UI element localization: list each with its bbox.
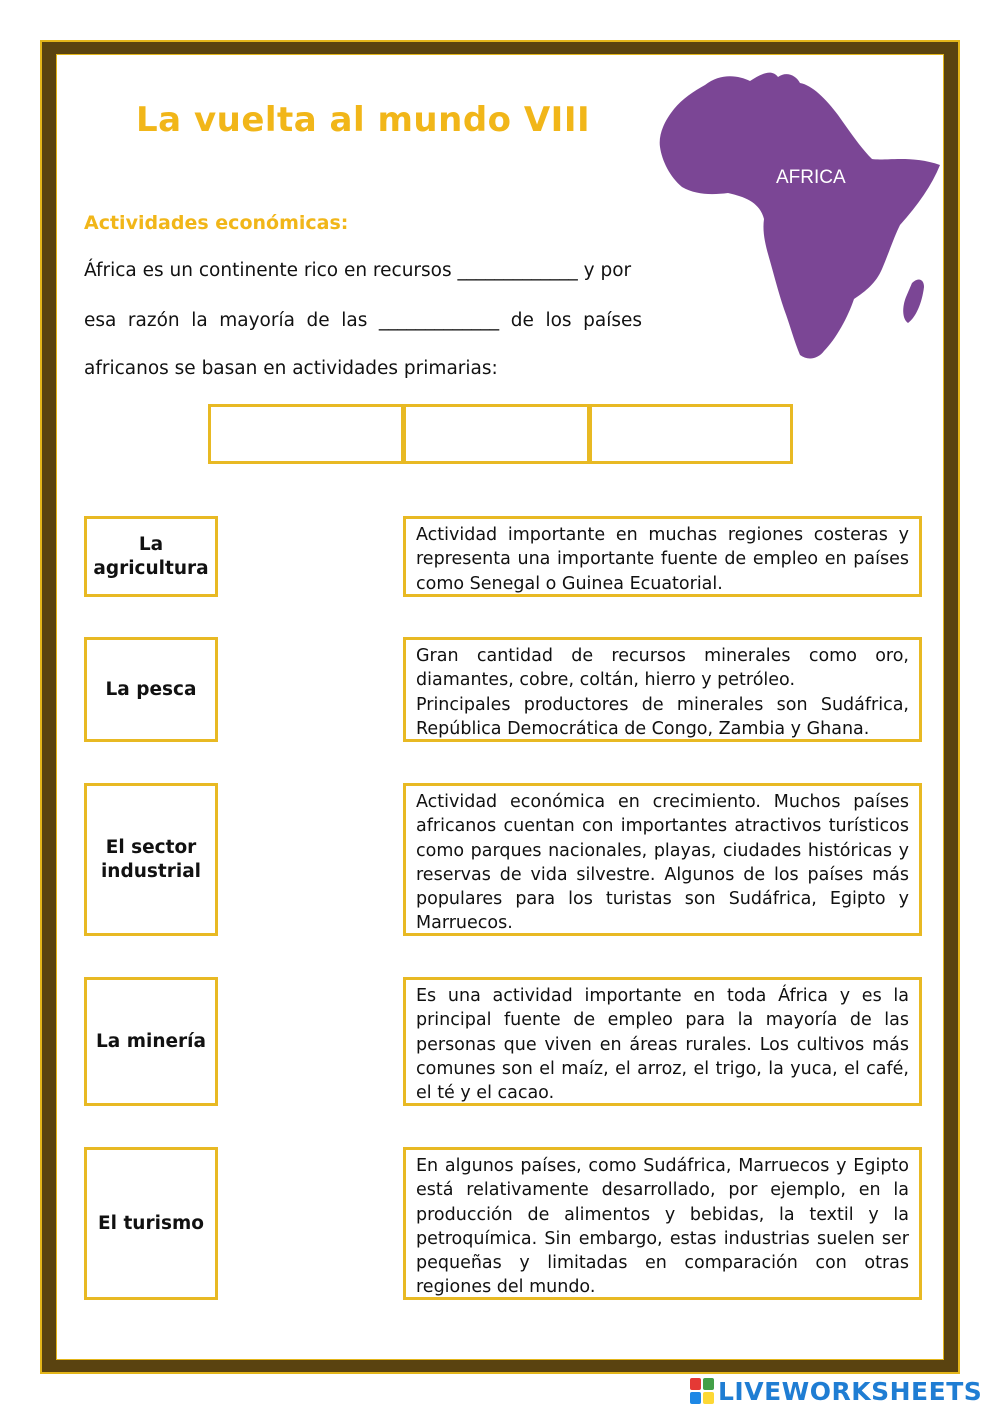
paragraph-line-2: esa razón la mayoría de las _____________ de los países <box>84 310 642 331</box>
answer-box-3[interactable] <box>589 404 793 464</box>
answer-row <box>208 404 793 468</box>
description-text: Actividad económica en crecimiento. Muchos países africanos cuentan con importantes atractivos turísticos como parques nacionales, playas, ciudades históricas y reservas de vida silvestre. Algunos de los países más populares para los turistas son Sudáfrica, Egipto y Marruecos. <box>416 792 909 934</box>
madagascar-shape <box>903 280 924 323</box>
match-label-turismo[interactable]: El turismo <box>84 1147 218 1300</box>
liveworksheets-logo <box>690 1374 982 1408</box>
answer-box-1[interactable] <box>208 404 404 464</box>
liveworksheets-mark-icon <box>690 1378 714 1404</box>
liveworksheets-logo-text: LIVEWORKSHEETS <box>718 1376 983 1406</box>
africa-map <box>650 55 950 365</box>
match-description-4[interactable] <box>403 977 922 1106</box>
description-text: Gran cantidad de recursos minerales como oro, diamantes, cobre, coltán, hierro y petróleo. <box>416 646 909 691</box>
description-text: Principales productores de minerales son Sudáfrica, República Democrática de Congo, Zambia y Ghana. <box>416 694 909 739</box>
description-text: Actividad importante en muchas regiones costeras y representa una importante fuente de empleo en países como Senegal o Guinea Ecuatorial. <box>416 525 909 594</box>
match-description-5[interactable] <box>403 1147 922 1300</box>
description-text: Es una actividad importante en toda África y es la principal fuente de empleo para la mayoría de las personas que viven en áreas rurales. Los cultivos más comunes son el maíz, el arroz, el trigo, la yuca, el café, el té y el cacao. <box>416 986 909 1104</box>
match-description-2[interactable] <box>403 637 922 742</box>
match-label-pesca[interactable]: La pesca <box>84 637 218 742</box>
africa-shape <box>660 73 940 359</box>
match-description-3[interactable] <box>403 783 922 936</box>
match-description-1[interactable] <box>403 516 922 597</box>
paragraph-line-1: África es un continente rico en recursos _____________ y por <box>84 260 632 281</box>
match-label-agricultura[interactable]: La agricultura <box>84 516 218 597</box>
match-label-sector-industrial[interactable]: El sector industrial <box>84 783 218 936</box>
worksheet-title: La vuelta al mundo VIII <box>136 100 591 140</box>
description-text: En algunos países, como Sudáfrica, Marruecos y Egipto está relativamente desarrollado, por ejemplo, en la producción de alimentos y bebidas, la textil y la petroquímica. Sin embargo, estas industrias suelen ser pequeñas y limitadas en comparación con otras regiones del mundo. <box>416 1156 909 1298</box>
paragraph-line-3: africanos se basan en actividades primarias: <box>84 358 498 379</box>
section-subtitle: Actividades económicas: <box>84 212 349 234</box>
africa-map-label: AFRICA <box>776 167 846 188</box>
answer-box-2[interactable] <box>403 404 590 464</box>
match-label-mineria[interactable]: La minería <box>84 977 218 1106</box>
